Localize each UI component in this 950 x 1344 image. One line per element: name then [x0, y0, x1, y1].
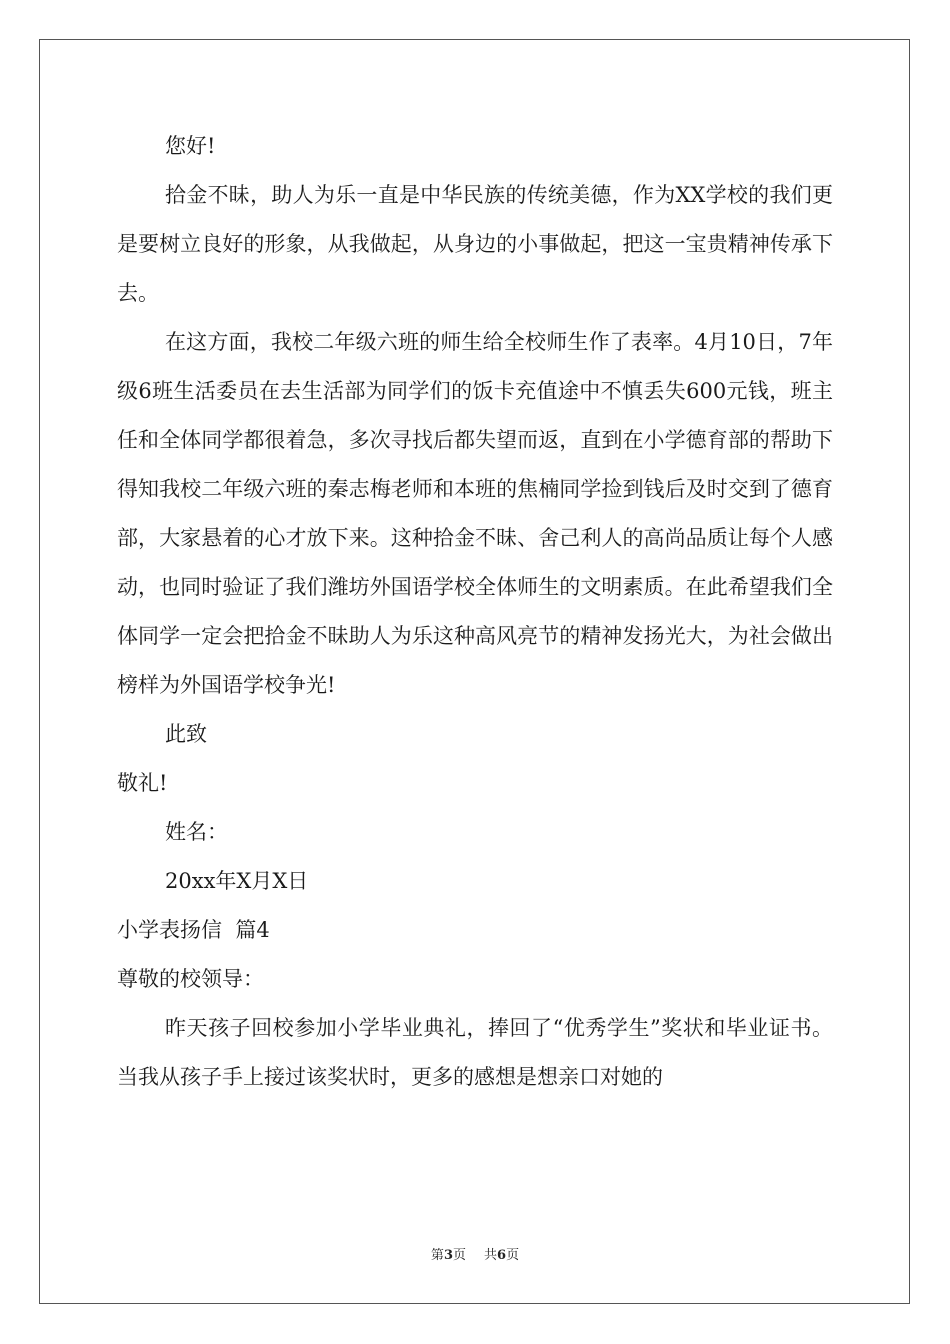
footer-total-pages: 6 [497, 1248, 507, 1263]
document-body [117, 122, 833, 1102]
letter-paragraph-1: 拾金不昧，助人为乐一直是中华民族的传统美德，作为XX学校的我们更是要树立良好的形象，从我做起，从身边的小事做起，把这一宝贵精神传承下去。 [117, 183, 833, 305]
page-footer [0, 1247, 950, 1265]
section-salutation: 尊敬的校领导： [117, 967, 264, 991]
section-heading: 小学表扬信 篇4 [117, 918, 270, 942]
footer-total-prefix: 共 [484, 1248, 498, 1263]
footer-page-word: 页 [452, 1248, 466, 1263]
footer-prefix: 第 [430, 1248, 444, 1263]
letter-closing-2: 敬礼! [117, 771, 168, 795]
letter-closing-1: 此致 [165, 722, 207, 746]
section-paragraph-1: 昨天孩子回校参加小学毕业典礼，捧回了“优秀学生”奖状和毕业证书。当我从孩子手上接过该奖状时，更多的感想是想亲口对她的 [117, 1016, 833, 1089]
footer-total-suffix: 页 [506, 1248, 520, 1263]
letter-date: 20xx年X月X日 [165, 869, 309, 893]
letter-greeting: 您好! [165, 134, 216, 158]
footer-current-page: 3 [443, 1248, 453, 1263]
letter-name-label: 姓名： [165, 820, 228, 844]
letter-paragraph-2: 在这方面，我校二年级六班的师生给全校师生作了表率。4月10日，7年级6班生活委员在去生活部为同学们的饭卡充值途中不慎丢失600元钱，班主任和全体同学都很着急，多次寻找后都失望而返，直到在小学德育部的帮助下得知我校二年级六班的秦志梅老师和本班的焦楠同学捡到钱后及时交到了德育部，大家悬着的心才放下来。这种拾金不昧、舍己利人的高尚品质让每个人感动，也同时验证了我们潍坊外国语学校全体师生的文明素质。在此希望我们全体同学一定会把拾金不昧助人为乐这种高风亮节的精神发扬光大，为社会做出榜样为外国语学校争光! [117, 330, 833, 697]
